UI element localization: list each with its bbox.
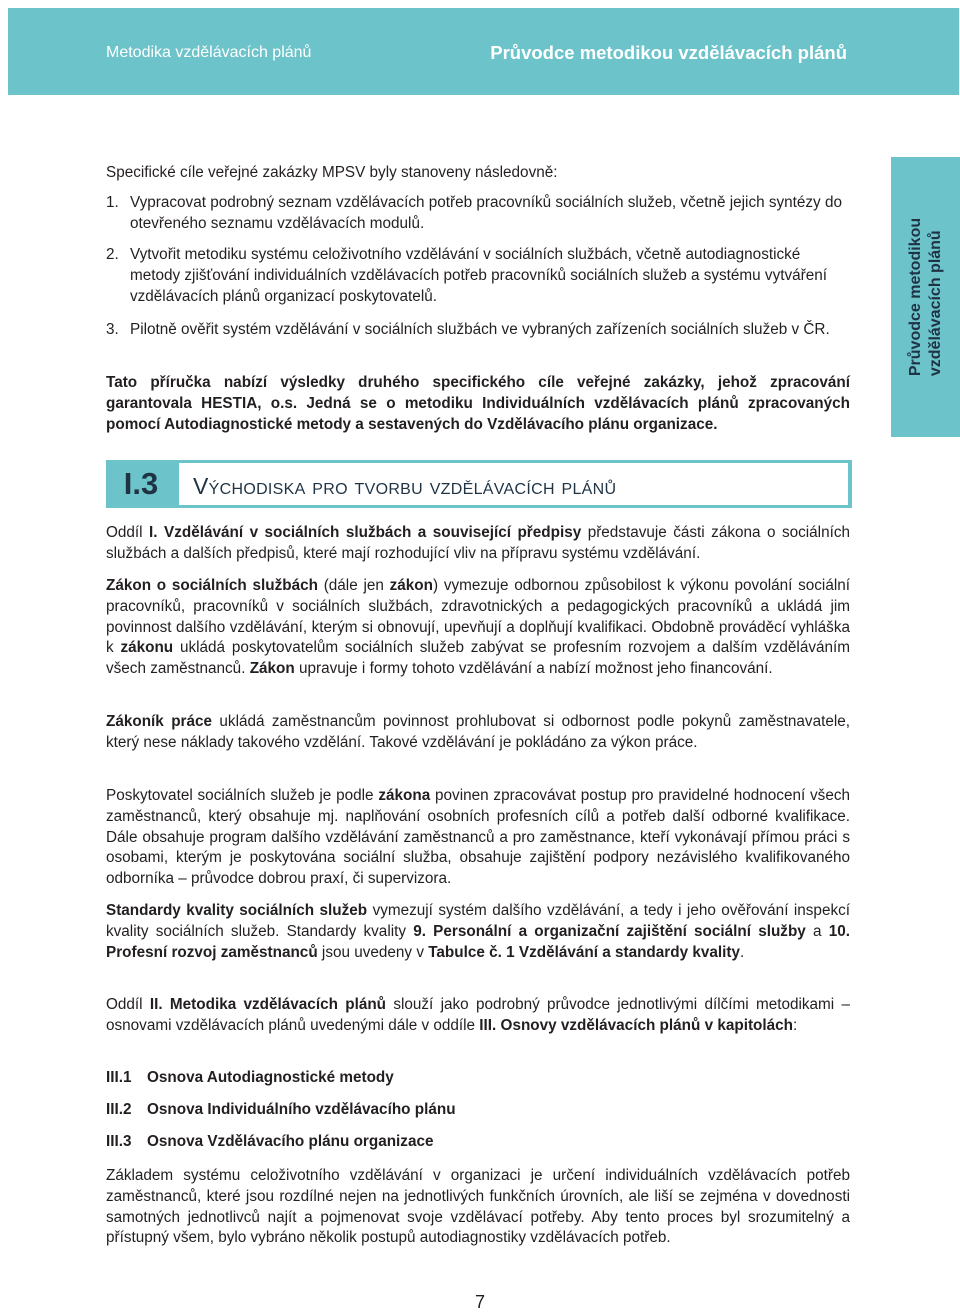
text-run-bold: zákona — [378, 787, 431, 804]
text-run-bold: 9. Personální a organizační zajištění sociální služby — [413, 922, 806, 940]
chapter-item-3 — [106, 1133, 433, 1151]
paragraph-standardy — [106, 901, 850, 963]
text-run-bold: I. Vzdělávání v sociálních službách a související předpisy — [149, 524, 582, 541]
text-run: a — [805, 922, 829, 940]
side-tab-text — [906, 218, 946, 376]
text-run: ) vymezuje odbornou způsobilost k výkonu povolání sociální pracovníků, pracovníků v sociálních službách, zdravotnických a pedagogických pracovníků a ukládá jim povinnost dalšího vzdělávání, kterým si obnovují, upevňují a doplňují kvalifikaci. Obdobně prováděcí vyhláška k — [106, 577, 850, 657]
text-run-bold: zákon — [389, 577, 433, 594]
chapter-number: III.3 — [106, 1133, 132, 1150]
section-number: I.3 — [123, 466, 159, 501]
text-run: jsou uvedeny v — [317, 943, 429, 961]
intro-text: Specifické cíle veřejné zakázky MPSV byly stanoveny následovně: — [106, 164, 558, 181]
text-run: . — [739, 943, 745, 961]
section-heading — [106, 460, 852, 508]
page-header — [8, 8, 959, 95]
summary-paragraph: Tato příručka nabízí výsledky druhého specifického cíle veřejné zakázky, jehož zpracování garantovala HESTIA, o.s. Jedná se o metodiku Individuálních vzdělávacích plánů zpracovaných pomocí Autodiagnostické metody a sestavených do Vzdělávacího plánu organizace. — [106, 374, 850, 433]
text-run-bold: Zákoník práce — [106, 713, 213, 730]
header-right-title: Průvodce metodikou vzdělávacích plánů — [490, 42, 847, 63]
goal-text: Vypracovat podrobný seznam vzdělávacích potřeb pracovníků sociálních služeb, včetně jejich syntézy do otevřeného seznamu vzdělávacích modulů. — [130, 194, 842, 232]
section-title-box — [179, 463, 848, 505]
chapter-number: III.1 — [106, 1069, 132, 1086]
chapter-number: III.2 — [106, 1101, 132, 1118]
text-run: slouží jako podrobný průvodce jednotlivými dílčími metodikami – osnovami vzdělávacích plánů uvedenými dále v oddíle — [106, 996, 851, 1034]
text-run-bold: Tabulce č. 1 Vzdělávání a standardy kvality — [428, 943, 740, 961]
section-title: Východiska pro tvorbu vzdělávacích plánů — [193, 473, 617, 499]
text-run: ukládá zaměstnancům povinnost prohlubovat si odbornost podle pokynů zaměstnavatele, který nese náklady takového vzdělání. Takové vzdělávání je pokládáno za výkon práce. — [106, 713, 850, 751]
chapter-item-2 — [106, 1101, 456, 1119]
text-run-bold: Zákon o sociálních službách — [106, 577, 318, 594]
side-tab-line1: Průvodce metodikou — [906, 217, 924, 377]
chapter-title: Osnova Vzdělávacího plánu organizace — [147, 1133, 434, 1150]
text-run-bold: zákonu — [120, 639, 174, 657]
goal-text: Pilotně ověřit systém vzdělávání v sociálních službách ve vybraných zařízeních sociálních služeb v ČR. — [130, 321, 830, 338]
text-run: Oddíl — [106, 996, 150, 1013]
text-run-bold: II. Metodika vzdělávacích plánů — [149, 996, 387, 1013]
text-run: Poskytovatel sociálních služeb je podle — [106, 787, 379, 804]
goal-item-3 — [106, 320, 846, 341]
goal-number: 3. — [106, 321, 119, 338]
text-run-bold: Standardy kvality sociálních služeb — [106, 902, 368, 919]
text-run-bold: Zákon — [249, 660, 295, 678]
goal-number: 2. — [106, 246, 119, 263]
goal-text: Vytvořit metodiku systému celoživotního vzdělávání v sociálních službách, včetně autodiagnostické metody zjišťování individuálních vzdělávacích potřeb pracovníků sociálních služeb a systému vytváření vzdělávacích plánů organizací poskytovatelů. — [130, 246, 827, 305]
text-run-bold: 10. Profesní rozvoj zaměstnanců — [106, 922, 850, 961]
paragraph-zakon — [106, 576, 850, 680]
goal-item-1 — [106, 193, 846, 235]
text-run-bold: III. Osnovy vzdělávacích plánů v kapitolách — [479, 1016, 793, 1034]
side-tab — [891, 157, 960, 437]
text-run: : — [793, 1016, 798, 1034]
chapter-title: Osnova Individuálního vzdělávacího plánu — [147, 1101, 456, 1118]
paragraph-zakonik-prace — [106, 712, 850, 754]
side-tab-line2: vzdělávacích plánů — [926, 230, 944, 377]
text-run: ukládá poskytovatelům sociálních služeb zabývat se profesním rozvojem a dalším vzděláváním všech zaměstnanců. — [106, 639, 850, 678]
page-number: 7 — [474, 1292, 485, 1312]
goal-number: 1. — [106, 194, 119, 211]
paragraph-zakladem: Základem systému celoživotního vzdělávání v organizaci je určení individuálních vzdělávacích potřeb zaměstnanců, které jsou rozdílné nejen na jednotlivých funkčních úrovních, ale liší se zejména v dovednosti samotných jednotlivců najít a pojmenovat svoje vzdělávací potřeby. Aby tento proces byl srozumitelný a přístupný všem, bylo vybráno několik postupů autodiagnostiky vzdělávacích potřeb. — [106, 1167, 850, 1247]
header-left-title: Metodika vzdělávacích plánů — [106, 44, 312, 61]
text-run: povinen zpracovávat postup pro pravidelné hodnocení všech zaměstnanců, který obsahuje mj. naplňování osobních profesních cílů a potřeb další odborné kvalifikace. Dále obsahuje program dalšího vzdělávání zaměstnanců a pro zaměstnance, kteří vykonávají přímou práci s osobami, kterým je poskytována sociální služba, obsahuje zajištění podpory nezávislého kvalifikovaného odborníka – průvodce dobrou praxí, či supervizora. — [106, 787, 850, 888]
text-run: (dále jen — [317, 577, 390, 594]
goal-item-2 — [106, 245, 846, 307]
text-run: vymezují systém dalšího vzdělávání, a tedy i jeho ověřování inspekcí kvality sociálních služeb. Standardy kvality — [106, 902, 850, 940]
text-run: upravuje i formy tohoto vzdělávání a nabízí možnost jeho financování. — [294, 660, 773, 678]
paragraph-poskytovatel — [106, 786, 850, 890]
paragraph-oddil-i — [106, 523, 850, 565]
chapter-title: Osnova Autodiagnostické metody — [147, 1069, 394, 1086]
text-run: Oddíl — [106, 524, 150, 541]
chapter-item-1 — [106, 1069, 394, 1087]
text-run: představuje části zákona o sociálních službách a dalších předpisů, které mají rozhodující vliv na přípravu systému vzdělávání. — [106, 524, 850, 562]
paragraph-oddil-ii — [106, 995, 850, 1037]
